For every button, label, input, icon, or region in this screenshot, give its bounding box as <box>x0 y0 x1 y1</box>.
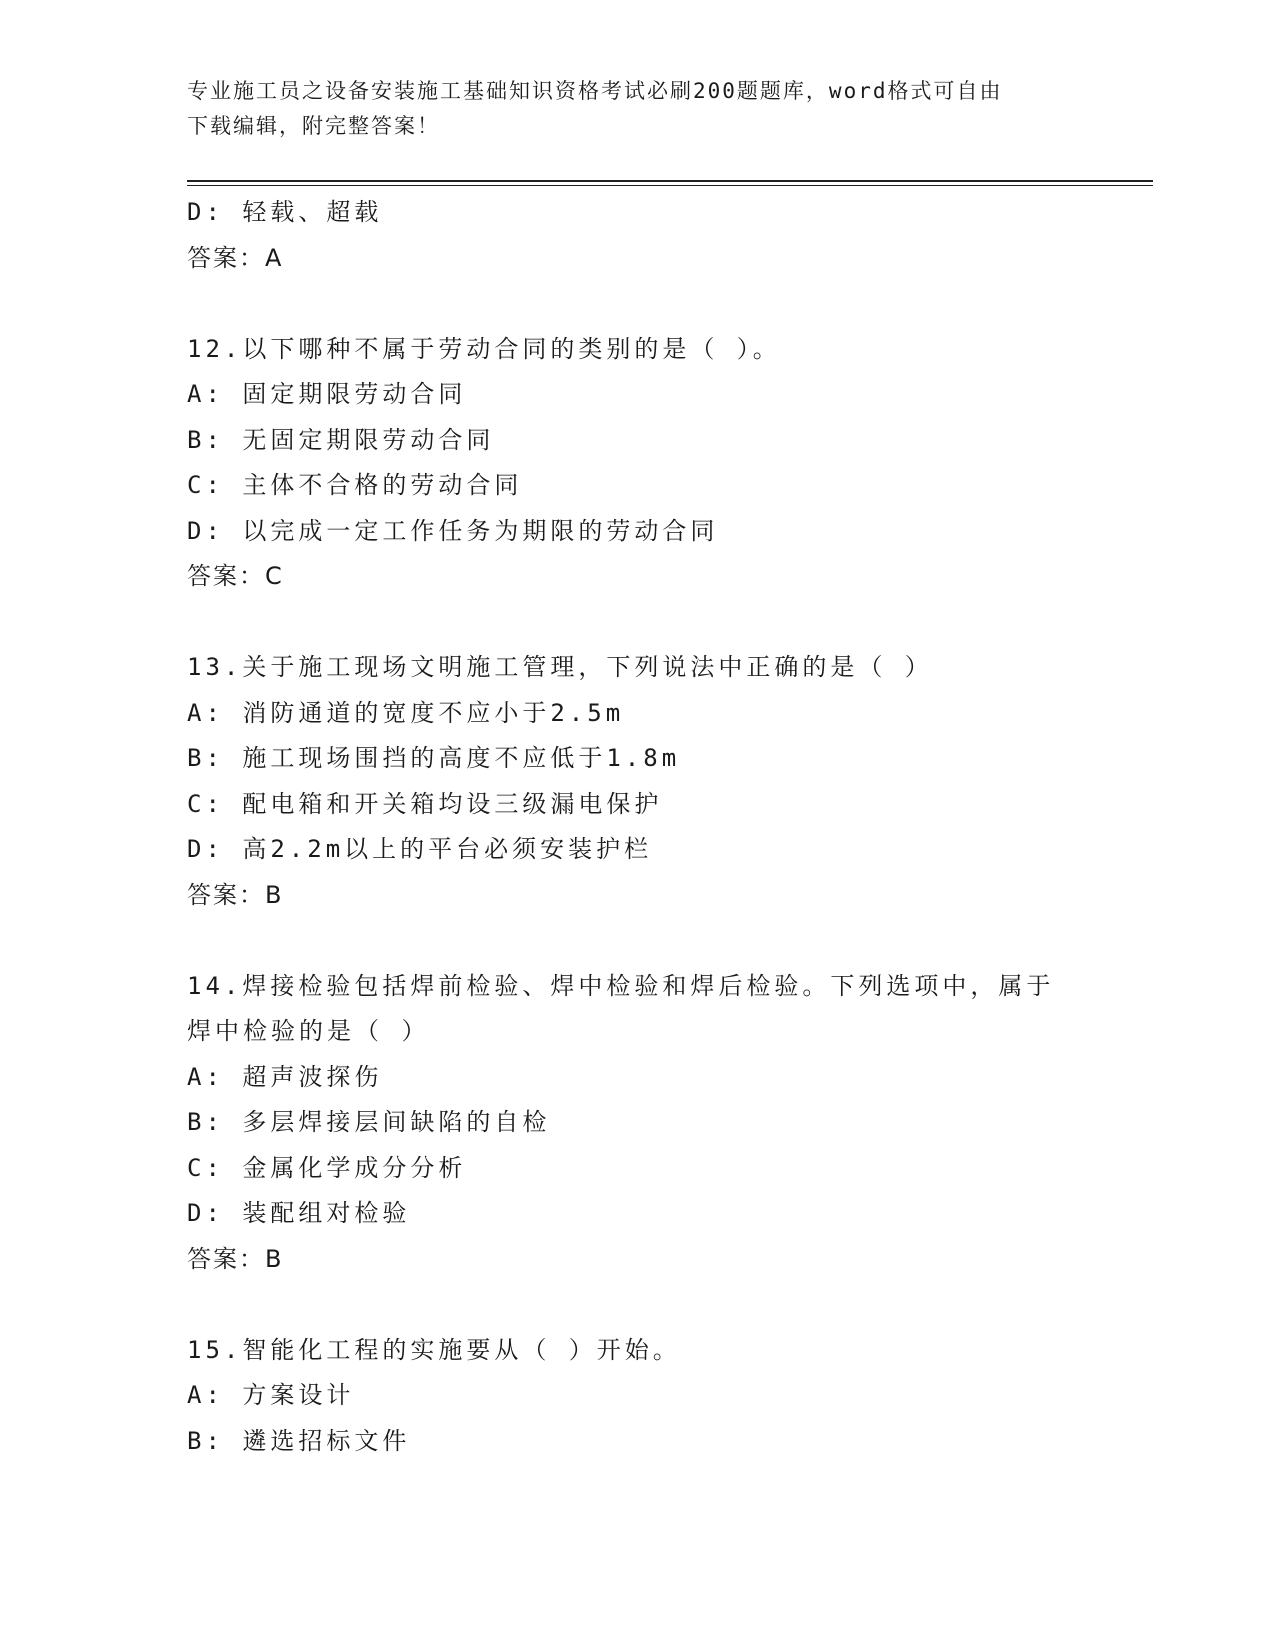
spacer <box>187 918 1153 964</box>
question-stem: 12.以下哪种不属于劳动合同的类别的是（ ）。 <box>187 334 781 363</box>
spacer <box>187 281 1153 327</box>
answer-line: 答案：C <box>187 562 284 590</box>
header-divider-thin <box>187 185 1153 186</box>
spacer <box>187 1282 1153 1328</box>
question-15 <box>187 1328 1153 1465</box>
option-b: B: 多层焊接层间缺陷的自检 <box>187 1108 551 1136</box>
option-a: A: 超声波探伤 <box>187 1062 383 1091</box>
option-a: A: 方案设计 <box>187 1381 355 1409</box>
option-a: A: 固定期限劳动合同 <box>187 380 467 408</box>
question-14 <box>187 964 1153 1283</box>
question-stem-line-2: 焊中检验的是（ ） <box>187 1017 430 1045</box>
answer-line: 答案：A <box>187 243 284 272</box>
question-13 <box>187 645 1153 918</box>
previous-question-tail <box>187 190 1153 281</box>
question-stem-line-1: 14.焊接检验包括焊前检验、焊中检验和焊后检验。下列选项中，属于 <box>187 971 1055 1000</box>
option-b: B: 遴选招标文件 <box>187 1426 411 1455</box>
header-title-line-2: 下载编辑，附完整答案！ <box>187 114 440 138</box>
option-a: A: 消防通道的宽度不应小于2.5m <box>187 698 625 727</box>
question-stem: 15.智能化工程的实施要从（ ）开始。 <box>187 1335 681 1364</box>
document-header <box>187 74 1087 144</box>
answer-line: 答案：B <box>187 880 284 909</box>
answer-line: 答案：B <box>187 1244 284 1273</box>
header-title-line-1: 专业施工员之设备安装施工基础知识资格考试必刷200题题库，word格式可自由 <box>187 79 1003 103</box>
option-d: D: 高2.2m以上的平台必须安装护栏 <box>187 835 653 863</box>
spacer <box>187 600 1153 646</box>
option-d: D: 轻载、超载 <box>187 198 383 226</box>
option-b: B: 施工现场围挡的高度不应低于1.8m <box>187 744 681 772</box>
option-c: C: 配电箱和开关箱均设三级漏电保护 <box>187 789 663 818</box>
question-12 <box>187 327 1153 600</box>
question-list <box>187 190 1153 1464</box>
option-c: C: 主体不合格的劳动合同 <box>187 471 523 499</box>
option-d: D: 以完成一定工作任务为期限的劳动合同 <box>187 516 719 545</box>
option-d: D: 装配组对检验 <box>187 1199 411 1227</box>
header-divider-thick <box>187 180 1153 182</box>
option-c: C: 金属化学成分分析 <box>187 1153 467 1182</box>
question-stem: 13.关于施工现场文明施工管理，下列说法中正确的是（ ） <box>187 653 933 681</box>
option-b: B: 无固定期限劳动合同 <box>187 425 495 454</box>
